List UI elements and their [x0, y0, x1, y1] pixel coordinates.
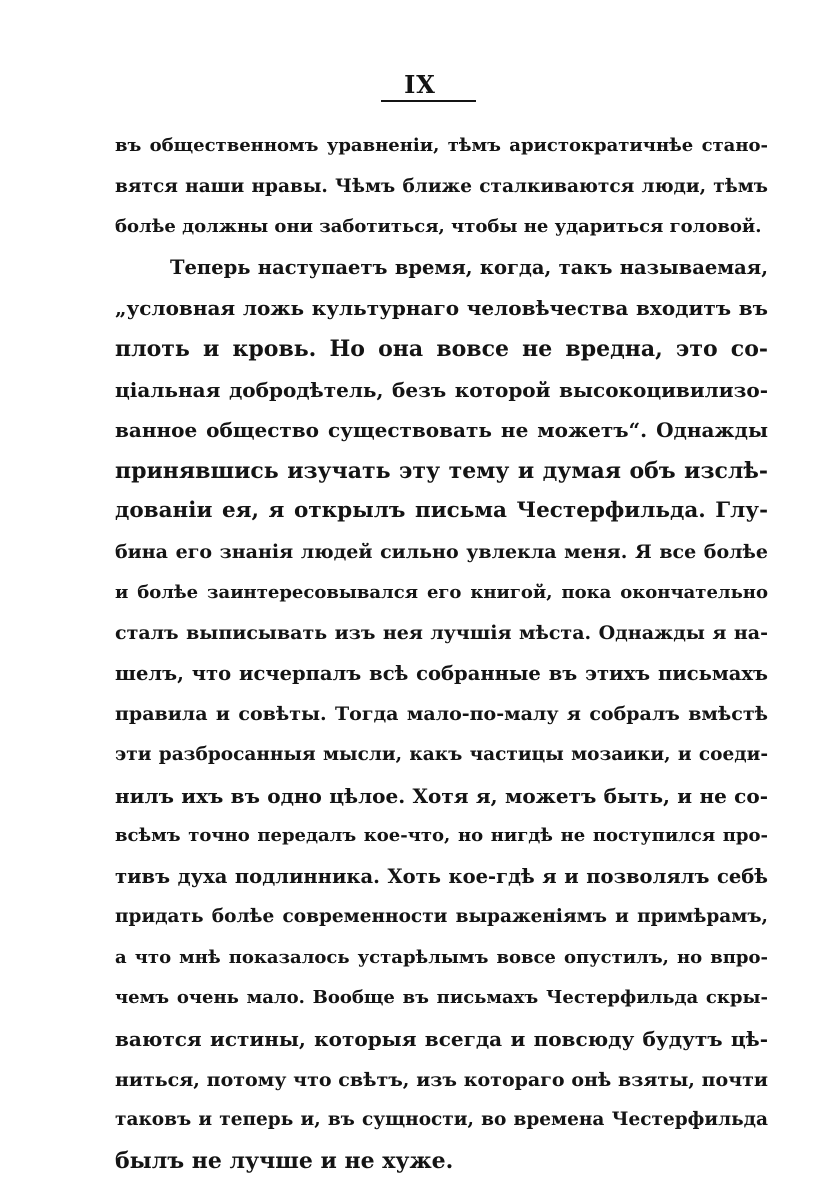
text-line: дованіи ея, я открылъ письма Честерфильда. Глу- [115, 498, 768, 524]
text-line: ціальная добродѣтель, безъ которой высокоцивилизо- [115, 377, 768, 402]
text-line: таковъ и теперь и, въ сущности, во времена Честерфильда [115, 1109, 768, 1131]
text-line: и болѣе заинтересовывался его книгой, пока окончательно [115, 581, 768, 603]
text-line: въ общественномъ уравненіи, тѣмъ аристократичнѣе стано- [115, 135, 768, 156]
page-number: IX [404, 70, 436, 99]
text-line: ваются истины, которыя всегда и повсюду будутъ цѣ- [115, 1027, 768, 1052]
text-line: тивъ духа подлинника. Хоть кое-гдѣ я и позволялъ себѣ [115, 864, 768, 888]
paragraph-first-line: Теперь наступаетъ время, когда, такъ называемая, [170, 255, 768, 279]
text-line: плоть и кровь. Но она вовсе не вредна, это со- [115, 335, 768, 362]
header-rule [381, 100, 476, 102]
text-line: нилъ ихъ въ одно цѣлое. Хотя я, можетъ быть, и не со- [115, 783, 768, 808]
text-line: ниться, потому что свѣтъ, изъ котораго онѣ взяты, почти [115, 1068, 768, 1091]
text-line: ванное общество существовать не можетъ“. Однажды [115, 418, 768, 443]
text-line: эти разбросанныя мысли, какъ частицы мозаики, и соеди- [115, 743, 768, 765]
text-line: придать болѣе современности выраженіямъ и примѣрамъ, [115, 906, 768, 928]
text-line: шелъ, что исчерпалъ всѣ собранные въ этихъ письмахъ [115, 661, 768, 685]
text-line: принявшись изучать эту тему и думая объ изслѣ- [115, 457, 768, 484]
text-line: болѣе должны они заботиться, чтобы не удариться головой. [115, 216, 762, 238]
text-line: чемъ очень мало. Вообще въ письмахъ Честерфильда скры- [115, 987, 768, 1009]
text-line: всѣмъ точно передалъ кое-что, но нигдѣ не поступился про- [115, 825, 768, 847]
text-line: вятся наши нравы. Чѣмъ ближе сталкиваются люди, тѣмъ [115, 175, 768, 197]
text-line: правила и совѣты. Тогда мало-по-малу я собралъ вмѣстѣ [115, 703, 768, 726]
text-line: бина его знанія людей сильно увлекла меня. Я все болѣе [115, 540, 768, 563]
body-text [115, 126, 768, 1181]
text-line: а что мнѣ показалось устарѣлымъ вовсе опустилъ, но впро- [115, 946, 768, 968]
text-line: „условная ложь культурнаго человѣчества входитъ въ [115, 296, 768, 321]
text-line: былъ не лучше и не хуже. [115, 1147, 454, 1174]
text-line: сталъ выписывать изъ нея лучшія мѣста. Однажды я на- [115, 622, 768, 645]
